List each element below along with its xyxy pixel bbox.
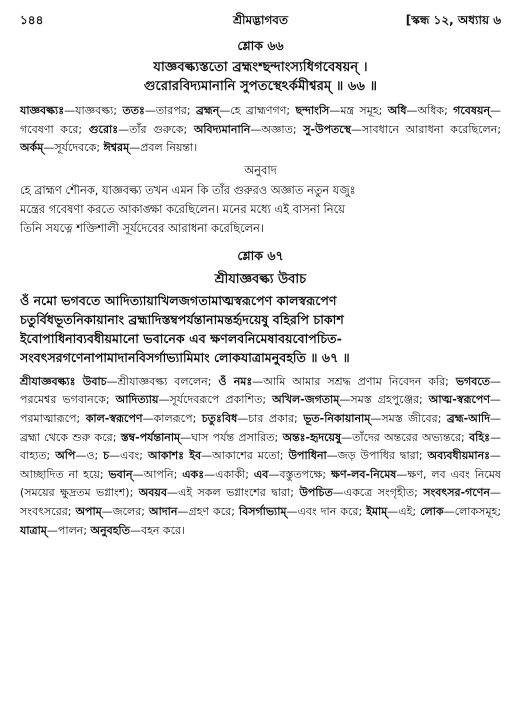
synonym-word: অনুবহতি <box>90 523 130 537</box>
synonym-meaning: এই সকল ভগ্নাংশের দ্বারা; <box>178 486 294 500</box>
synonym-word: স্তম্ব-পর্যন্তানাম্ <box>120 430 181 444</box>
synonym-meaning: একাকী; <box>215 467 249 481</box>
book-title: শ্রীমদ্ভাগবত <box>232 13 288 27</box>
synonym-word: চতুঃবিধ <box>201 411 238 425</box>
synonym-word: অপি <box>55 449 76 463</box>
synonym-meaning: চার প্রকার; <box>248 411 298 425</box>
page-number: ১৪৪ <box>20 13 44 27</box>
synonym-meaning: এই; <box>398 504 417 518</box>
synonym-meaning: ও; <box>86 449 99 463</box>
synonym-meaning: শ্রীযাজ্ঞবল্ক্য বললেন; <box>117 374 212 388</box>
synonym-word: বহিঃ <box>469 430 490 444</box>
synonym-word: একঃ <box>182 467 205 481</box>
synonym-word: আত্ম-স্বরূপেণ <box>428 393 491 407</box>
synonym-word: ছন্দাংসি <box>295 104 330 117</box>
synonym-meaning: সূর্যদেবরূপে প্রকাশিত; <box>169 393 267 407</box>
synonym-word: অব্যবধীয়মানঃ <box>427 449 491 463</box>
synonym-word: অখিল-জগতাম্ <box>272 393 340 407</box>
synonym-meaning: হে ব্রাহ্মণগণ; <box>230 104 291 117</box>
synonym-meaning: একত্রে সংগৃহীত; <box>343 486 418 500</box>
synonym-meaning: যাজ্ঞবল্ক্য; <box>75 104 118 117</box>
synonym-word: সু-উপতস্থে <box>303 122 352 136</box>
synonym-word: ব্রহ্ম-আদি <box>446 411 490 425</box>
synonym-word: যাত্রাম্ <box>20 523 47 537</box>
translation-line-3: তিনি সযত্নে শক্তিশালী সূর্যদেবের আরাধনা করেছিলেন। <box>20 220 264 235</box>
synonym-meaning: বস্তুতপক্ষে; <box>279 467 327 481</box>
synonym-word: ভবান্ <box>108 467 133 481</box>
synonym-word: উপাধিনা <box>288 449 327 463</box>
verse-67-synonyms: শ্রীযাজ্ঞবল্ক্যঃ উবাচ—শ্রীযাজ্ঞবল্ক্য বললেন; ওঁ নমঃ—আমি আমার সশ্রদ্ধ প্রণাম নিবেদন করি; ভগবতে—পরমেশ্বর ভগবানকে; আদিত্যায়—সূর্যদেবরূপে প্রকাশিত; অখিল-জগতাম্—সমস্ত গ্রহপুঞ্জের; আত্ম-স্বরূপেণ—পরমাত্মারূপে; কাল-স্বরূপেণ—কালরূপে; চতুঃবিধ—চার প্রকার; ভূত-নিকায়ানাম্—সমস্ত জীবের; ব্রহ্ম-আদি—ব্রহ্মা থেকে শুরু করে; স্তম্ব-পর্যন্তানাম্—ঘাস পর্যন্ত প্রসারিত; অন্তঃ-হৃদয়েষু—তাঁদের অন্তরের অভ্যন্তরে; বহিঃ—বাহ্যত; অপি—ও; চ—এবং; আকাশঃ ইব—আকাশের মতো; উপাধিনা—জড় উপাধির দ্বারা; অব্যবধীয়মানঃ—আচ্ছাদিত না হয়ে; ভবান্—আপনি; একঃ—একাকী; এব—বস্তুতপক্ষে; ক্ষণ-লব-নিমেষ—ক্ষণ, লব এবং নিমেষ (সময়ের ক্ষুদ্রতম ভগ্নাংশ); অবয়ব—এই সকল ভগ্নাংশের দ্বারা; উপচিত—একত্রে সংগৃহীত; সংবৎসর-গণেন—সংবৎসরের; অপাম্—জলের; আদান—গ্রহণ করে; বিসর্গাভ্যাম্—এবং দান করে; ইমাম্—এই; লোক—লোকসমূহ; যাত্রাম্—পালন; অনুবহতি—বহন করে। <box>20 374 502 537</box>
verse-66-line-1: যাজ্ঞবল্ক্যস্ততো ব্রহ্মংশ্ছন্দাংস্যধিগবেষয়ন্ । <box>153 60 368 75</box>
translation-label: অনুবাদ <box>244 162 277 177</box>
synonym-word: গবেষয়ন্ <box>453 104 491 117</box>
synonym-meaning: তারপর; <box>155 104 191 117</box>
synonym-meaning: বাহ্যত; <box>20 449 51 463</box>
synonym-word: ব্রহ্মন্ <box>195 104 220 117</box>
synonym-word: ওঁ নমঃ <box>218 374 253 388</box>
synonym-meaning: সমস্ত জীবের; <box>381 411 442 425</box>
verse-66-label: শ্লোক ৬৬ <box>237 38 284 53</box>
synonym-meaning: আমি আমার সশ্রদ্ধ প্রণাম নিবেদন করি; <box>263 374 449 388</box>
synonym-meaning: লোকসমূহ; <box>454 504 502 518</box>
synonym-meaning: আচ্ছাদিত না হয়ে; <box>20 467 104 481</box>
synonym-meaning: সাবধানে আরাধনা করেছিলেন; <box>362 122 502 136</box>
synonym-meaning: জড় উপাধির দ্বারা; <box>337 449 423 463</box>
synonym-word: অর্কম্ <box>20 141 44 155</box>
synonym-meaning: পালন; <box>57 523 88 537</box>
synonym-word: আদান <box>149 504 178 518</box>
synonym-word: আদিত্যায় <box>115 393 159 407</box>
synonym-word: ভগবতে <box>455 374 491 388</box>
synonym-word: বিসর্গাভ্যাম্ <box>238 504 287 518</box>
synonym-word: ঈশ্বরম্ <box>103 141 130 155</box>
synonym-meaning: সূর্যদেবকে; <box>54 141 101 155</box>
page-header <box>20 6 501 28</box>
synonym-word: অপাম্ <box>75 504 102 518</box>
synonym-meaning: ঘাস পর্যন্ত প্রসারিত; <box>191 430 279 444</box>
synonym-word: উপচিত <box>299 486 333 500</box>
synonym-meaning: গবেষণা করে; <box>20 122 83 136</box>
synonym-meaning: আকাশের মতো; <box>212 449 284 463</box>
synonym-word: অধি <box>387 104 407 117</box>
synonym-meaning: এবং; <box>120 449 143 463</box>
verse-67-speaker: শ্রীযাজ্ঞবল্ক্য উবাচ <box>214 271 307 287</box>
synonym-word: গুরোঃ <box>88 122 119 136</box>
synonym-word: অন্তঃ-হৃদয়েষু <box>282 430 342 444</box>
chapter-reference: [স্কন্ধ ১২, অধ্যায় ৬ <box>405 13 501 27</box>
synonym-meaning: প্রবল নিয়ন্তা। <box>140 141 198 155</box>
synonym-meaning: জলের; <box>112 504 146 518</box>
synonym-meaning: মন্ত্র সমূহ; <box>340 104 383 117</box>
synonym-meaning: অজ্ঞাত; <box>261 122 297 136</box>
verse-67-line-1: ওঁ নমো ভগবতে আদিত্যায়াখিলজগতামাত্মস্বরূপেণ কালস্বরূপেণ <box>20 292 337 308</box>
synonym-meaning: এবং দান করে; <box>297 504 363 518</box>
synonym-meaning: সমস্ত গ্রহপুঞ্জের; <box>350 393 423 407</box>
translation-line-1: হে ব্রাহ্মণ শৌনক, যাজ্ঞবল্ক্য তখন এমন কি তাঁর গুরুরও অজ্ঞাত নতুন যজুঃ <box>20 182 356 197</box>
verse-67-line-4: সংবৎসরগণেনাপামাদানবিসর্গাভ্যামিমাং লোকযাত্রামনুবহতি ॥ ৬৭ ॥ <box>20 349 350 365</box>
verse-66-line-2: গুরোরবিদ্যমানানি সুপতস্থেঽর্কমীশ্বরম্ ॥ ৬৬ ॥ <box>143 79 378 94</box>
synonym-meaning: তাঁর গুরুকে; <box>129 122 188 136</box>
verse-67-label: শ্লোক ৬৭ <box>237 247 284 263</box>
translation-line-2: মন্ত্রের গবেষণা করতে আকাঙ্ক্ষা করেছিলেন। মনের মধ্যে এই বাসনা নিয়ে <box>20 201 345 216</box>
synonym-word: যাজ্ঞবল্ক্যঃ <box>20 104 65 117</box>
synonym-word: শ্রীযাজ্ঞবল্ক্যঃ উবাচ <box>20 374 107 388</box>
synonym-meaning: ক্ষণ, লব এবং নিমেষ (সময়ের ক্ষুদ্রতম ভগ্নাংশ); <box>20 467 501 500</box>
verse-66-synonyms: যাজ্ঞবল্ক্যঃ—যাজ্ঞবল্ক্য; ততঃ—তারপর; ব্রহ্মন্—হে ব্রাহ্মণগণ; ছন্দাংসি—মন্ত্র সমূহ; অধি—অধিক; গবেষয়ন্—গবেষণা করে; গুরোঃ—তাঁর গুরুকে; অবিদ্যমানানি—অজ্ঞাত; সু-উপতস্থে—সাবধানে আরাধনা করেছিলেন; অর্কম্—সূর্যদেবকে; ঈশ্বরম্—প্রবল নিয়ন্তা। <box>20 104 502 155</box>
synonym-meaning: আপনি; <box>143 467 178 481</box>
synonym-meaning: কালরূপে; <box>153 411 197 425</box>
synonym-meaning: সংবৎসরের; <box>20 504 72 518</box>
synonym-word: ইমাম্ <box>366 504 388 518</box>
synonym-word: অবয়ব <box>138 486 167 500</box>
synonym-meaning: ব্রহ্মা থেকে শুরু করে; <box>20 430 117 444</box>
synonym-meaning: তাঁদের অন্তরের অভ্যন্তরে; <box>352 430 465 444</box>
synonym-meaning: অধিক; <box>417 104 448 117</box>
synonym-meaning: গ্রহণ করে; <box>188 504 235 518</box>
synonym-word: লোক <box>420 504 444 518</box>
synonym-word: কাল-স্বরূপেণ <box>85 411 143 425</box>
synonym-word: ক্ষণ-লব-নিমেষ <box>331 467 397 481</box>
synonym-meaning: পরমেশ্বর ভগবানকে; <box>20 393 110 407</box>
verse-67-line-2: চতুর্বিধভূতনিকায়ানাং ব্রহ্মাদিস্তম্বপর্যন্তানামন্তর্হৃদয়েষু বহিরপি চাকাশ <box>20 311 344 327</box>
synonym-word: চ <box>103 449 110 463</box>
synonym-word: সংবৎসর-গণেন <box>423 486 490 500</box>
verse-67-line-3: ইবোপাধিনাব্যবধীয়মানো ভবানেক এব ক্ষণলবনিমেষাবয়বোপচিত- <box>20 330 342 346</box>
synonym-meaning: বহন করে। <box>140 523 186 537</box>
synonym-meaning: পরমাত্মারূপে; <box>20 411 81 425</box>
synonym-word: এব <box>253 467 269 481</box>
synonym-word: ততঃ <box>122 104 145 117</box>
synonym-word: অবিদ্যমানানি <box>193 122 251 136</box>
synonym-word: আকাশঃ ইব <box>147 449 202 463</box>
synonym-word: ভূত-নিকায়ানাম্ <box>303 411 371 425</box>
